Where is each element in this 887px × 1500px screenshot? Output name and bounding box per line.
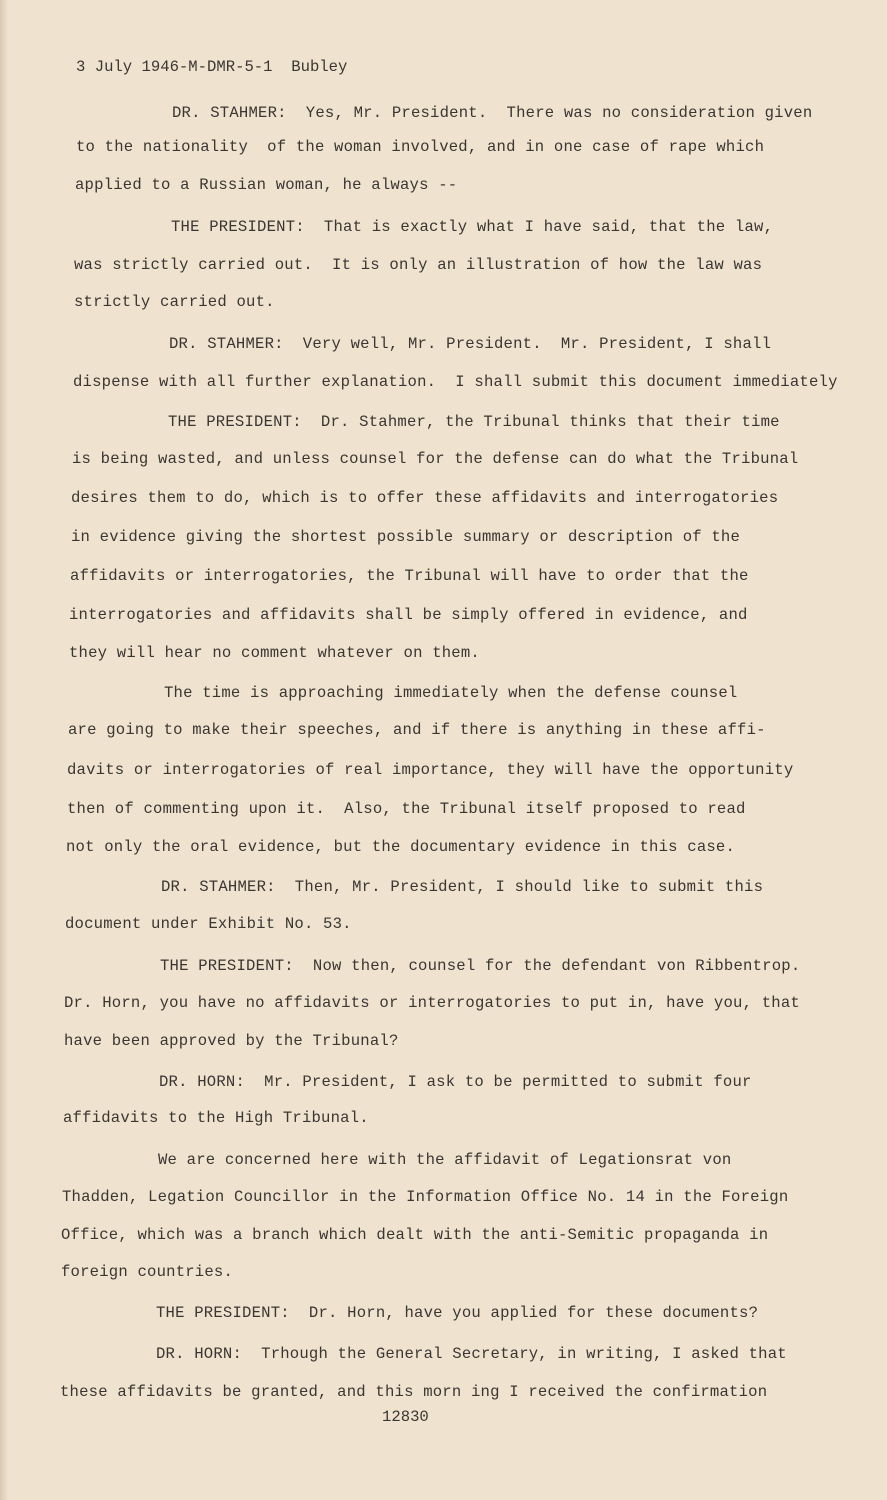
page-number: 12830 <box>382 1408 429 1426</box>
text-line: dispense with all further explanation. I shall submit this document immediately <box>73 373 838 391</box>
text-line: THE PRESIDENT: Dr. Stahmer, the Tribunal thinks that their time <box>168 413 780 431</box>
text-line: interrogatories and affidavits shall be simply offered in evidence, and <box>69 606 748 624</box>
text-line: foreign countries. <box>61 1263 234 1281</box>
text-line: DR. HORN: Mr. President, I ask to be permitted to submit four <box>159 1073 752 1091</box>
text-line: Dr. Horn, you have no affidavits or interrogatories to put in, have you, that <box>64 994 800 1012</box>
text-line: is being wasted, and unless counsel for the defense can do what the Tribunal <box>72 450 799 468</box>
text-line: then of commenting upon it. Also, the Tribunal itself proposed to read <box>67 800 746 818</box>
text-line: THE PRESIDENT: Dr. Horn, have you applied for these documents? <box>156 1304 759 1322</box>
text-line: DR. STAHMER: Then, Mr. President, I should like to submit this <box>161 878 764 896</box>
text-line: strictly carried out. <box>74 293 275 311</box>
text-line: not only the oral evidence, but the documentary evidence in this case. <box>66 838 736 856</box>
text-line: applied to a Russian woman, he always -- <box>75 176 458 194</box>
text-line: they will hear no comment whatever on them. <box>69 644 480 662</box>
text-line: THE PRESIDENT: That is exactly what I have said, that the law, <box>171 218 774 236</box>
text-line: Office, which was a branch which dealt with the anti-Semitic propaganda in <box>61 1226 769 1244</box>
text-line: Thadden, Legation Councillor in the Information Office No. 14 in the Foreign <box>62 1188 789 1206</box>
text-line: affidavits to the High Tribunal. <box>63 1109 369 1127</box>
text-line: are going to make their speeches, and if there is anything in these affi- <box>68 721 766 739</box>
text-line: these affidavits be granted, and this morn ing I received the confirmation <box>60 1383 768 1401</box>
text-line: We are concerned here with the affidavit of Legationsrat von <box>158 1151 732 1169</box>
text-line: THE PRESIDENT: Now then, counsel for the defendant von Ribbentrop. <box>160 957 801 975</box>
text-line: have been approved by the Tribunal? <box>64 1032 399 1050</box>
text-line: DR. STAHMER: Very well, Mr. President. Mr. President, I shall <box>169 335 772 353</box>
text-line: to the nationality of the woman involved, and in one case of rape which <box>76 138 765 156</box>
text-line: was strictly carried out. It is only an illustration of how the law was <box>74 256 763 274</box>
page-header: 3 July 1946-M-DMR-5-1 Bubley <box>76 58 348 76</box>
text-line: in evidence giving the shortest possible summary or description of the <box>71 528 741 546</box>
text-line: affidavits or interrogatories, the Tribunal will have to order that the <box>70 567 749 585</box>
text-line: The time is approaching immediately when the defense counsel <box>164 684 738 702</box>
text-line: davits or interrogatories of real importance, they will have the opportunity <box>67 761 794 779</box>
text-line: document under Exhibit No. 53. <box>65 915 352 933</box>
text-line: DR. STAHMER: Yes, Mr. President. There was no consideration given <box>172 104 813 122</box>
text-line: DR. HORN: Trhough the General Secretary, in writing, I asked that <box>156 1345 787 1363</box>
page-edge-shadow <box>0 0 8 1500</box>
text-line: desires them to do, which is to offer these affidavits and interrogatories <box>71 489 779 507</box>
